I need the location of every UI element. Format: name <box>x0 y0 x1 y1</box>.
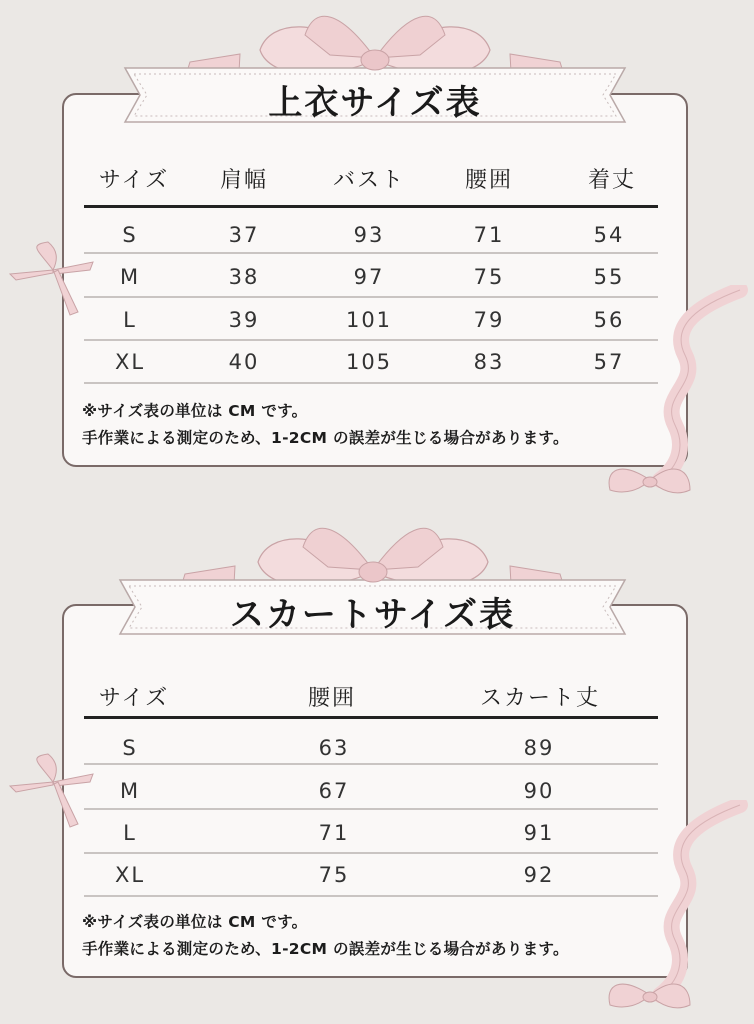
header-size: サイズ <box>98 168 170 193</box>
top-title-banner <box>120 10 630 125</box>
row-size: S <box>122 736 138 760</box>
row-value: 105 <box>345 350 393 374</box>
row-size: L <box>123 308 137 332</box>
skirt-table-title: スカートサイズ表 <box>229 595 516 635</box>
row-divider <box>84 296 658 298</box>
row-value: 71 <box>473 223 505 247</box>
curly-ribbon-icon <box>585 800 750 1022</box>
header-divider <box>84 205 658 208</box>
row-divider <box>84 763 658 765</box>
measurement-note: 手作業による測定のため、1-2CM の誤差が生じる場合があります。 <box>82 940 569 958</box>
row-value: 54 <box>593 223 625 247</box>
row-value: 92 <box>523 863 555 887</box>
row-size: M <box>119 265 141 289</box>
unit-note: ※サイズ表の単位は CM です。 <box>82 402 308 420</box>
row-divider <box>84 339 658 341</box>
header-divider <box>84 716 658 719</box>
row-value: 67 <box>318 779 350 803</box>
unit-note: ※サイズ表の単位は CM です。 <box>82 913 308 931</box>
header-length: 着丈 <box>587 168 637 193</box>
row-size: L <box>123 821 137 845</box>
row-value: 40 <box>228 350 260 374</box>
small-bow-icon <box>8 752 98 832</box>
header-bust: バスト <box>332 168 406 193</box>
row-size: S <box>122 223 138 247</box>
header-size: サイズ <box>98 686 170 711</box>
header-shoulder: 肩幅 <box>219 168 269 193</box>
row-value: 75 <box>473 265 505 289</box>
row-value: 90 <box>523 779 555 803</box>
row-value: 71 <box>318 821 350 845</box>
header-waist: 腰囲 <box>464 168 514 193</box>
skirt-title-banner <box>115 522 630 637</box>
row-divider <box>84 895 658 897</box>
top-table-title: 上衣サイズ表 <box>268 83 482 123</box>
row-size: XL <box>114 863 146 887</box>
row-divider <box>84 808 658 810</box>
row-value: 63 <box>318 736 350 760</box>
small-bow-icon <box>8 240 98 320</box>
row-size: XL <box>114 350 146 374</box>
row-value: 55 <box>593 265 625 289</box>
row-value: 91 <box>523 821 555 845</box>
row-value: 38 <box>228 265 260 289</box>
row-value: 89 <box>523 736 555 760</box>
header-waist: 腰囲 <box>307 686 357 711</box>
row-value: 101 <box>345 308 393 332</box>
row-value: 39 <box>228 308 260 332</box>
row-divider <box>84 852 658 854</box>
row-value: 97 <box>353 265 385 289</box>
row-value: 83 <box>473 350 505 374</box>
curly-ribbon-icon <box>590 285 750 515</box>
row-value: 56 <box>593 308 625 332</box>
row-value: 79 <box>473 308 505 332</box>
row-value: 75 <box>318 863 350 887</box>
row-value: 93 <box>353 223 385 247</box>
row-size: M <box>119 779 141 803</box>
row-value: 57 <box>593 350 625 374</box>
row-value: 37 <box>228 223 260 247</box>
measurement-note: 手作業による測定のため、1-2CM の誤差が生じる場合があります。 <box>82 429 569 447</box>
row-divider <box>84 382 658 384</box>
header-skirt-length: スカート丈 <box>479 686 601 711</box>
row-divider <box>84 252 658 254</box>
